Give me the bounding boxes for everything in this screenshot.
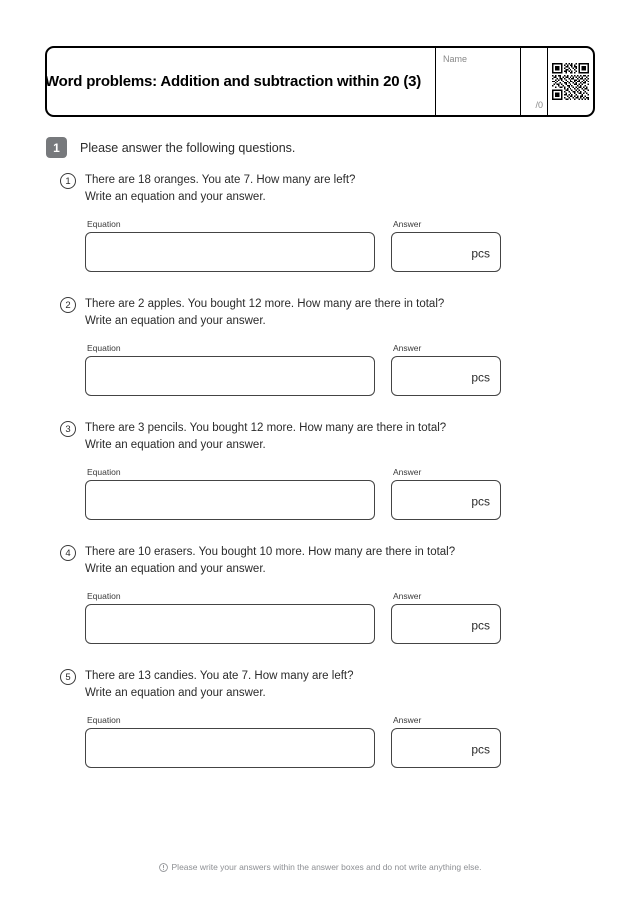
equation-label: Equation bbox=[87, 219, 121, 229]
header-title-cell bbox=[47, 48, 436, 115]
question-instruction: Write an equation and your answer. bbox=[85, 314, 266, 327]
question-number: 4 bbox=[60, 545, 76, 561]
header-name-cell[interactable] bbox=[436, 48, 521, 115]
equation-input[interactable] bbox=[85, 356, 375, 396]
question-item bbox=[60, 544, 600, 633]
equation-field-group bbox=[85, 343, 375, 396]
answer-label: Answer bbox=[393, 219, 422, 229]
answer-field-group bbox=[391, 591, 501, 644]
question-prompt: There are 3 pencils. You bought 12 more. How many are there in total? bbox=[85, 422, 447, 434]
question-item bbox=[60, 296, 600, 385]
question-number: 2 bbox=[60, 297, 76, 313]
question-prompt: There are 13 candies. You ate 7. How many are left? bbox=[85, 670, 354, 682]
answer-label: Answer bbox=[393, 343, 422, 353]
question-item bbox=[60, 172, 600, 261]
question-text bbox=[85, 296, 444, 329]
answer-unit: pcs bbox=[471, 742, 490, 757]
question-instruction: Write an equation and your answer. bbox=[85, 438, 266, 451]
question-instruction: Write an equation and your answer. bbox=[85, 562, 266, 575]
equation-input[interactable] bbox=[85, 728, 375, 768]
question-prompt: There are 2 apples. You bought 12 more. How many are there in total? bbox=[85, 298, 445, 310]
question-instruction: Write an equation and your answer. bbox=[85, 190, 266, 203]
question-text bbox=[85, 420, 446, 453]
equation-label: Equation bbox=[87, 467, 121, 477]
question-number: 1 bbox=[60, 173, 76, 189]
question-text bbox=[85, 172, 355, 205]
worksheet-header bbox=[45, 46, 595, 117]
answer-unit: pcs bbox=[471, 494, 490, 509]
footer-note-text: Please write your answers within the answer boxes and do not write anything else. bbox=[171, 862, 482, 872]
answer-label: Answer bbox=[393, 591, 422, 601]
question-header bbox=[60, 420, 600, 453]
answer-field-group bbox=[391, 715, 501, 768]
section-number-badge: 1 bbox=[46, 137, 67, 158]
question-number: 5 bbox=[60, 669, 76, 685]
equation-input[interactable] bbox=[85, 232, 375, 272]
answer-input[interactable] bbox=[391, 728, 501, 768]
question-header bbox=[60, 544, 600, 577]
answer-label: Answer bbox=[393, 467, 422, 477]
question-instruction: Write an equation and your answer. bbox=[85, 686, 266, 699]
header-score-cell[interactable] bbox=[521, 48, 548, 115]
answer-unit: pcs bbox=[471, 246, 490, 261]
question-item bbox=[60, 420, 600, 509]
equation-field-group bbox=[85, 219, 375, 272]
question-header bbox=[60, 172, 600, 205]
question-text bbox=[85, 544, 455, 577]
answer-input[interactable] bbox=[391, 480, 501, 520]
answer-field-group bbox=[391, 343, 501, 396]
section-instruction: Please answer the following questions. bbox=[80, 140, 296, 155]
answer-unit: pcs bbox=[471, 370, 490, 385]
equation-label: Equation bbox=[87, 343, 121, 353]
answer-field-group bbox=[391, 467, 501, 520]
name-label: Name bbox=[443, 54, 468, 64]
question-number: 3 bbox=[60, 421, 76, 437]
header-qr-cell bbox=[548, 48, 593, 115]
page-title: Word problems: Addition and subtraction within 20 (3) bbox=[45, 73, 422, 90]
question-text bbox=[85, 668, 354, 701]
footer-note bbox=[0, 862, 640, 872]
answer-field-group bbox=[391, 219, 501, 272]
answer-fields bbox=[85, 591, 501, 644]
answer-input[interactable] bbox=[391, 604, 501, 644]
equation-input[interactable] bbox=[85, 480, 375, 520]
equation-field-group bbox=[85, 591, 375, 644]
answer-label: Answer bbox=[393, 715, 422, 725]
equation-input[interactable] bbox=[85, 604, 375, 644]
question-prompt: There are 18 oranges. You ate 7. How many are left? bbox=[85, 174, 356, 186]
score-total: /0 bbox=[535, 100, 543, 110]
answer-input[interactable] bbox=[391, 356, 501, 396]
equation-field-group bbox=[85, 467, 375, 520]
question-item bbox=[60, 668, 600, 757]
answer-input[interactable] bbox=[391, 232, 501, 272]
info-circle-icon bbox=[159, 863, 168, 872]
equation-label: Equation bbox=[87, 715, 121, 725]
question-prompt: There are 10 erasers. You bought 10 more. How many are there in total? bbox=[85, 546, 456, 558]
answer-fields bbox=[85, 219, 501, 272]
equation-label: Equation bbox=[87, 591, 121, 601]
question-header bbox=[60, 296, 600, 329]
question-header bbox=[60, 668, 600, 701]
answer-unit: pcs bbox=[471, 618, 490, 633]
answer-fields bbox=[85, 343, 501, 396]
answer-fields bbox=[85, 715, 501, 768]
qr-code-icon bbox=[552, 63, 589, 100]
equation-field-group bbox=[85, 715, 375, 768]
section-heading bbox=[46, 137, 295, 158]
answer-fields bbox=[85, 467, 501, 520]
